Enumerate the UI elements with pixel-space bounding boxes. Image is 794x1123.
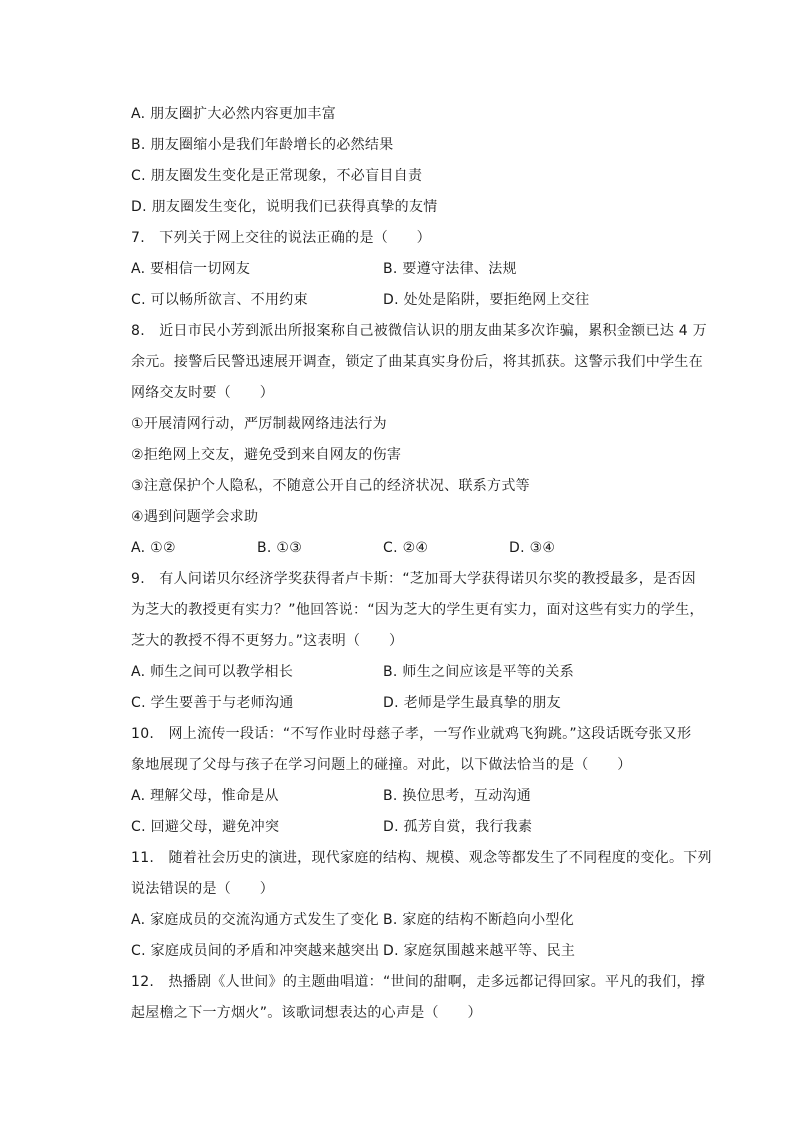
q7-stem: 7. 下列关于网上交往的说法正确的是（ ）: [131, 230, 431, 246]
q8-option-b: B. ①③: [257, 540, 303, 556]
q8-stem-line-3: 网络交友时要（ ）: [131, 385, 274, 401]
q8-option-c: C. ②④: [383, 540, 429, 556]
q7-option-a: A. 要相信一切网友: [131, 261, 251, 277]
q6-option-c: C. 朋友圈发生变化是正常现象，不必盲目自责: [131, 168, 423, 184]
q8-option-d: D. ③④: [509, 540, 556, 556]
q11-option-b: B. 家庭的结构不断趋向小型化: [383, 912, 575, 928]
q12-stem-line-1: 12. 热播剧《人世间》的主题曲唱道：“世间的甜啊，走多远都记得回家。平凡的我们，撑: [131, 974, 706, 990]
q10-stem-line-2: 象地展现了父母与孩子在学习问题上的碰撞。对此，以下做法恰当的是（ ）: [131, 757, 632, 773]
q11-option-a: A. 家庭成员的交流沟通方式发生了变化: [131, 912, 379, 928]
q6-option-b: B. 朋友圈缩小是我们年龄增长的必然结果: [131, 137, 394, 153]
q8-stem-line-1: 8. 近日市民小芳到派出所报案称自己被微信认识的朋友曲某多次诈骗，累积金额已达 4 万: [131, 323, 708, 339]
q9-stem-line-3: 芝大的教授不得不更努力。”这表明（ ）: [131, 633, 404, 649]
q10-option-a: A. 理解父母，惟命是从: [131, 788, 279, 804]
q6-option-d: D. 朋友圈发生变化，说明我们已获得真挚的友情: [131, 199, 438, 215]
q11-stem-line-2: 说法错误的是（ ）: [131, 881, 274, 897]
q8-statement-1: ①开展清网行动，严厉制裁网络违法行为: [131, 416, 387, 432]
q9-option-a: A. 师生之间可以教学相长: [131, 664, 294, 680]
q8-statement-4: ④遇到问题学会求助: [131, 509, 259, 525]
q7-option-d: D. 处处是陷阱，要拒绝网上交往: [383, 292, 590, 308]
q11-option-d: D. 家庭氛围越来越平等、民主: [383, 943, 576, 959]
q7-option-c: C. 可以畅所欲言、不用约束: [131, 292, 308, 308]
q10-stem-line-1: 10. 网上流传一段话：“不写作业时母慈子孝，一写作业就鸡飞狗跳。”这段话既夸张又形: [131, 726, 692, 742]
q8-statement-3: ③注意保护个人隐私，不随意公开自己的经济状况、联系方式等: [131, 478, 530, 494]
q9-option-b: B. 师生之间应该是平等的关系: [383, 664, 575, 680]
q11-option-c: C. 家庭成员间的矛盾和冲突越来越突出: [131, 943, 380, 959]
q9-option-d: D. 老师是学生最真挚的朋友: [383, 695, 561, 711]
q7-option-b: B. 要遵守法律、法规: [383, 261, 517, 277]
q11-stem-line-1: 11. 随着社会历史的演进，现代家庭的结构、规模、观念等都发生了不同程度的变化。下列: [131, 850, 712, 866]
q10-option-c: C. 回避父母，避免冲突: [131, 819, 280, 835]
q8-statement-2: ②拒绝网上交友，避免受到来自网友的伤害: [131, 447, 402, 463]
q12-stem-line-2: 起屋檐之下一方烟火”。该歌词想表达的心声是（ ）: [131, 1005, 482, 1021]
q9-stem-line-2: 为芝大的教授更有实力？”他回答说：“因为芝大的学生更有实力，面对这些有实力的学生，: [131, 602, 704, 618]
q10-option-b: B. 换位思考，互动沟通: [383, 788, 532, 804]
q9-option-c: C. 学生要善于与老师沟通: [131, 695, 294, 711]
q9-stem-line-1: 9. 有人问诺贝尔经济学奖获得者卢卡斯：“芝加哥大学获得诺贝尔奖的教授最多，是否因: [131, 571, 696, 587]
q10-option-d: D. 孤芳自赏，我行我素: [383, 819, 533, 835]
q6-option-a: A. 朋友圈扩大必然内容更加丰富: [131, 106, 337, 122]
q8-stem-line-2: 余元。接警后民警迅速展开调查，锁定了曲某真实身份后，将其抓获。这警示我们中学生在: [131, 354, 703, 370]
q8-option-a: A. ①②: [131, 540, 176, 556]
